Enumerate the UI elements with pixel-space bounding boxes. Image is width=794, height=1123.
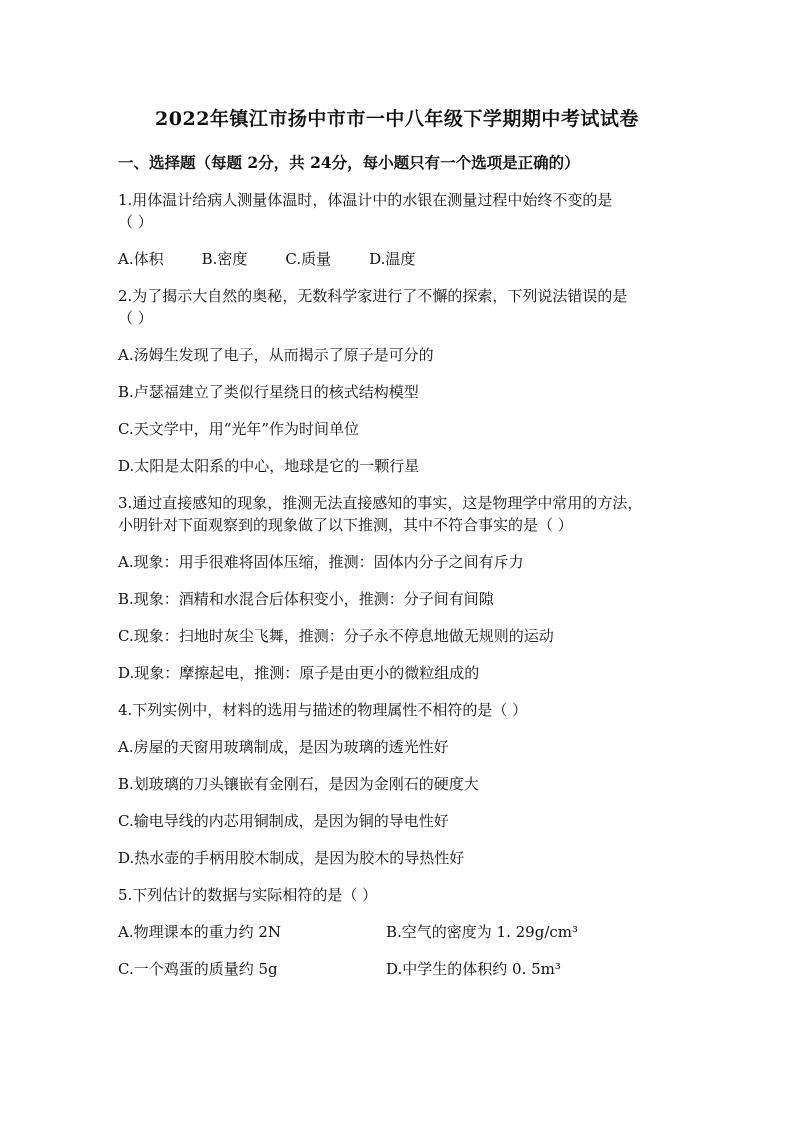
question-1 [118,189,680,285]
option-c: C.现象：扫地时灰尘飞舞，推测：分子永不停息地做无规则的运动 [118,627,554,645]
question-3 [118,492,680,699]
option-a: A.汤姆生发现了电子，从而揭示了原子是可分的 [118,346,434,364]
option-c: C.天文学中，用“光年”作为时间单位 [118,420,360,438]
option-c: C.质量 [285,250,332,268]
option-d: D.温度 [369,250,416,268]
option-d: D.热水壶的手柄用胶木制成，是因为胶木的导热性好 [118,849,465,867]
option-b: B.现象：酒精和水混合后体积变小，推测：分子间有间隙 [118,590,494,608]
option-a: A.物理课本的重力约 2N [118,923,282,941]
question-stem: 2.为了揭示大自然的奥秘，无数科学家进行了不懈的探索，下列说法错误的是 [118,287,628,305]
options-row [118,248,680,285]
question-4 [118,699,680,884]
question-stem: 4.下列实例中，材料的选用与描述的物理属性不相符的是（ ） [118,701,528,719]
question-stem: （ ） [118,309,153,327]
question-stem: 1.用体温计给病人测量体温时，体温计中的水银在测量过程中始终不变的是 [118,191,613,209]
option-d: D.太阳是太阳系的中心，地球是它的一颗行星 [118,457,420,475]
option-b: B.密度 [201,250,248,268]
option-a: A.体积 [118,250,164,268]
question-stem: 3.通过直接感知的现象，推测无法直接感知的事实，这是物理学中常用的方法， [118,494,643,512]
options-row [118,958,680,995]
question-stem: 5.下列估计的数据与实际相符的是（ ） [118,886,378,904]
page-title: 2022年镇江市扬中市市一中八年级下学期期中考试试卷 [155,108,639,130]
option-b: B.卢瑟福建立了类似行星绕日的核式结构模型 [118,383,419,401]
option-b: B.划玻璃的刀头镶嵌有金刚石，是因为金刚石的硬度大 [118,775,479,793]
option-d: D.中学生的体积约 0. 5m³ [386,960,561,978]
option-b: B.空气的密度为 1. 29g/cm³ [386,923,579,941]
exam-content [118,152,680,995]
option-c: C.一个鸡蛋的质量约 5g [118,960,278,978]
question-5 [118,884,680,995]
question-2 [118,285,680,492]
options-row [118,921,680,958]
option-d: D.现象：摩擦起电，推测：原子是由更小的微粒组成的 [118,664,480,682]
question-stem: 小明针对下面观察到的现象做了以下推测，其中不符合事实的是（ ） [118,516,573,534]
question-stem: （ ） [118,213,153,231]
option-c: C.输电导线的内芯用铜制成，是因为铜的导电性好 [118,812,449,830]
option-a: A.房屋的天窗用玻璃制成，是因为玻璃的透光性好 [118,738,449,756]
section-heading: 一、选择题（每题 2分，共 24分，每小题只有一个选项是正确的） [118,153,580,172]
option-a: A.现象：用手很难将固体压缩，推测：固体内分子之间有斥力 [118,553,524,571]
